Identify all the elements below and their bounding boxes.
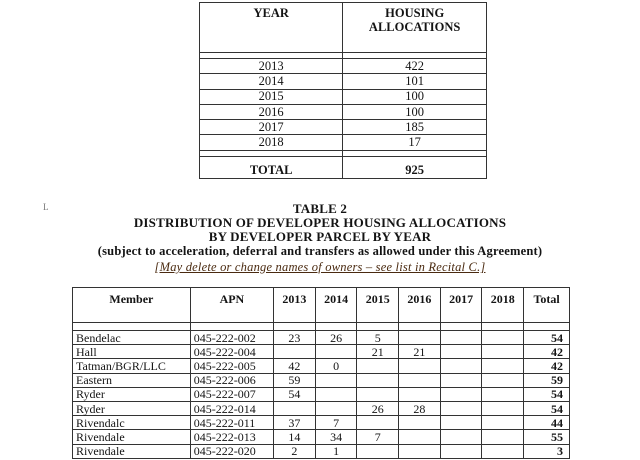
spacer-cell (482, 323, 524, 331)
year-cell (440, 359, 482, 373)
year-cell: 37 (274, 416, 316, 430)
year-cell (399, 416, 441, 430)
apn-cell: 045-222-002 (190, 331, 273, 345)
table-row (200, 104, 487, 119)
year-cell: 2017 (200, 120, 343, 135)
developer-allocations-table (72, 287, 570, 459)
year-cell: 7 (357, 430, 399, 444)
column-header: 2014 (315, 288, 357, 323)
apn-cell: 045-222-007 (190, 387, 273, 401)
year-cell: 0 (315, 359, 357, 373)
table2-note-wrap (0, 259, 640, 275)
table-row (200, 89, 487, 104)
year-cell (357, 359, 399, 373)
total-cell: 3 (524, 444, 570, 458)
year-cell (399, 387, 441, 401)
allocation-cell: 100 (343, 89, 487, 104)
year-cell (399, 430, 441, 444)
year-cell (440, 373, 482, 387)
year-cell (440, 387, 482, 401)
year-cell: 23 (274, 331, 316, 345)
year-cell: 2014 (200, 74, 343, 89)
apn-cell: 045-222-004 (190, 345, 273, 359)
year-cell (399, 373, 441, 387)
spacer-cell (274, 323, 316, 331)
member-cell: Rivendale (73, 444, 191, 458)
spacer-cell (357, 323, 399, 331)
year-cell (482, 345, 524, 359)
apn-cell: 045-222-006 (190, 373, 273, 387)
margin-mark: L (43, 202, 49, 212)
year-cell (482, 444, 524, 458)
year-cell (274, 345, 316, 359)
spacer-cell (524, 323, 570, 331)
member-cell: Ryder (73, 387, 191, 401)
member-cell: Rivendalc (73, 416, 191, 430)
year-cell (357, 416, 399, 430)
year-cell (399, 444, 441, 458)
table2-note: [May delete or change names of owners – see list in Recital C.] (154, 260, 486, 274)
member-cell: Bendelac (73, 331, 191, 345)
table-row (73, 444, 570, 458)
table-row (200, 135, 487, 150)
year-cell (357, 373, 399, 387)
allocation-cell: 185 (343, 120, 487, 135)
year-cell (315, 373, 357, 387)
spacer-cell (190, 323, 273, 331)
total-cell: 44 (524, 416, 570, 430)
housing-allocations-table (199, 2, 487, 179)
apn-cell: 045-222-005 (190, 359, 273, 373)
table2-subheading: BY DEVELOPER PARCEL BY YEAR (208, 229, 432, 244)
table-row (73, 345, 570, 359)
table-row (73, 401, 570, 415)
year-cell: 2015 (200, 89, 343, 104)
year-cell: 42 (274, 359, 316, 373)
total-cell: 42 (524, 345, 570, 359)
year-cell (482, 373, 524, 387)
column-header: 2015 (357, 288, 399, 323)
column-header: Total (524, 288, 570, 323)
year-cell (482, 416, 524, 430)
year-cell (440, 331, 482, 345)
member-cell: Eastern (73, 373, 191, 387)
year-cell: 21 (399, 345, 441, 359)
total-cell: 54 (524, 401, 570, 415)
member-cell: Ryder (73, 401, 191, 415)
table-row (73, 359, 570, 373)
year-cell (357, 444, 399, 458)
spacer-row (73, 323, 570, 331)
member-cell: Rivendale (73, 430, 191, 444)
table-row (73, 416, 570, 430)
year-cell: 1 (315, 444, 357, 458)
year-cell: 54 (274, 387, 316, 401)
year-cell: 7 (315, 416, 357, 430)
year-cell (315, 401, 357, 415)
spacer-cell (315, 323, 357, 331)
allocation-cell: 101 (343, 74, 487, 89)
allocation-cell: 100 (343, 104, 487, 119)
year-cell: 2 (274, 444, 316, 458)
allocations-header: HOUSING ALLOCATIONS (343, 3, 487, 53)
apn-cell: 045-222-013 (190, 430, 273, 444)
total-cell: 55 (524, 430, 570, 444)
column-header: 2013 (274, 288, 316, 323)
year-cell (482, 430, 524, 444)
apn-cell: 045-222-014 (190, 401, 273, 415)
year-cell: 2018 (200, 135, 343, 150)
year-cell (315, 345, 357, 359)
year-cell: 26 (315, 331, 357, 345)
apn-cell: 045-222-020 (190, 444, 273, 458)
year-cell (315, 387, 357, 401)
year-cell (399, 359, 441, 373)
table-row (200, 59, 487, 74)
year-header: YEAR (200, 3, 343, 53)
table2-title: TABLE 2 (292, 201, 348, 216)
spacer-cell (440, 323, 482, 331)
total-cell: 42 (524, 359, 570, 373)
year-cell: 5 (357, 331, 399, 345)
allocations-body (200, 53, 487, 179)
allocation-cell: 17 (343, 135, 487, 150)
year-cell (274, 401, 316, 415)
table-row (73, 373, 570, 387)
table-row (73, 430, 570, 444)
table2-header-row (73, 288, 570, 323)
allocation-cell: 422 (343, 59, 487, 74)
column-header: 2017 (440, 288, 482, 323)
year-cell: 21 (357, 345, 399, 359)
spacer-cell (399, 323, 441, 331)
total-cell: 54 (524, 387, 570, 401)
year-cell (482, 387, 524, 401)
year-cell: 26 (357, 401, 399, 415)
total-row (200, 156, 487, 178)
table-row (200, 120, 487, 135)
table-row (200, 74, 487, 89)
year-cell (440, 430, 482, 444)
total-value: 925 (343, 156, 487, 178)
table-row (73, 331, 570, 345)
year-cell (440, 416, 482, 430)
total-label: TOTAL (200, 156, 343, 178)
year-cell: 2013 (200, 59, 343, 74)
year-cell: 14 (274, 430, 316, 444)
total-cell: 59 (524, 373, 570, 387)
year-cell: 2016 (200, 104, 343, 119)
table2-body (73, 323, 570, 459)
year-cell (399, 331, 441, 345)
column-header: Member (73, 288, 191, 323)
total-cell: 54 (524, 331, 570, 345)
apn-cell: 045-222-011 (190, 416, 273, 430)
column-header: 2016 (399, 288, 441, 323)
year-cell (482, 331, 524, 345)
table2-condition: (subject to acceleration, deferral and transfers as allowed under this Agreement) (97, 244, 543, 258)
year-cell (482, 359, 524, 373)
table-row (73, 387, 570, 401)
year-cell (440, 345, 482, 359)
column-header: APN (190, 288, 273, 323)
year-cell (482, 401, 524, 415)
table2-heading: DISTRIBUTION OF DEVELOPER HOUSING ALLOCATIONS (133, 215, 507, 230)
member-cell: Hall (73, 345, 191, 359)
year-cell (440, 401, 482, 415)
year-cell: 28 (399, 401, 441, 415)
column-header: 2018 (482, 288, 524, 323)
member-cell: Tatman/BGR/LLC (73, 359, 191, 373)
year-cell (357, 387, 399, 401)
year-cell (440, 444, 482, 458)
year-cell: 59 (274, 373, 316, 387)
year-cell: 34 (315, 430, 357, 444)
spacer-cell (73, 323, 191, 331)
